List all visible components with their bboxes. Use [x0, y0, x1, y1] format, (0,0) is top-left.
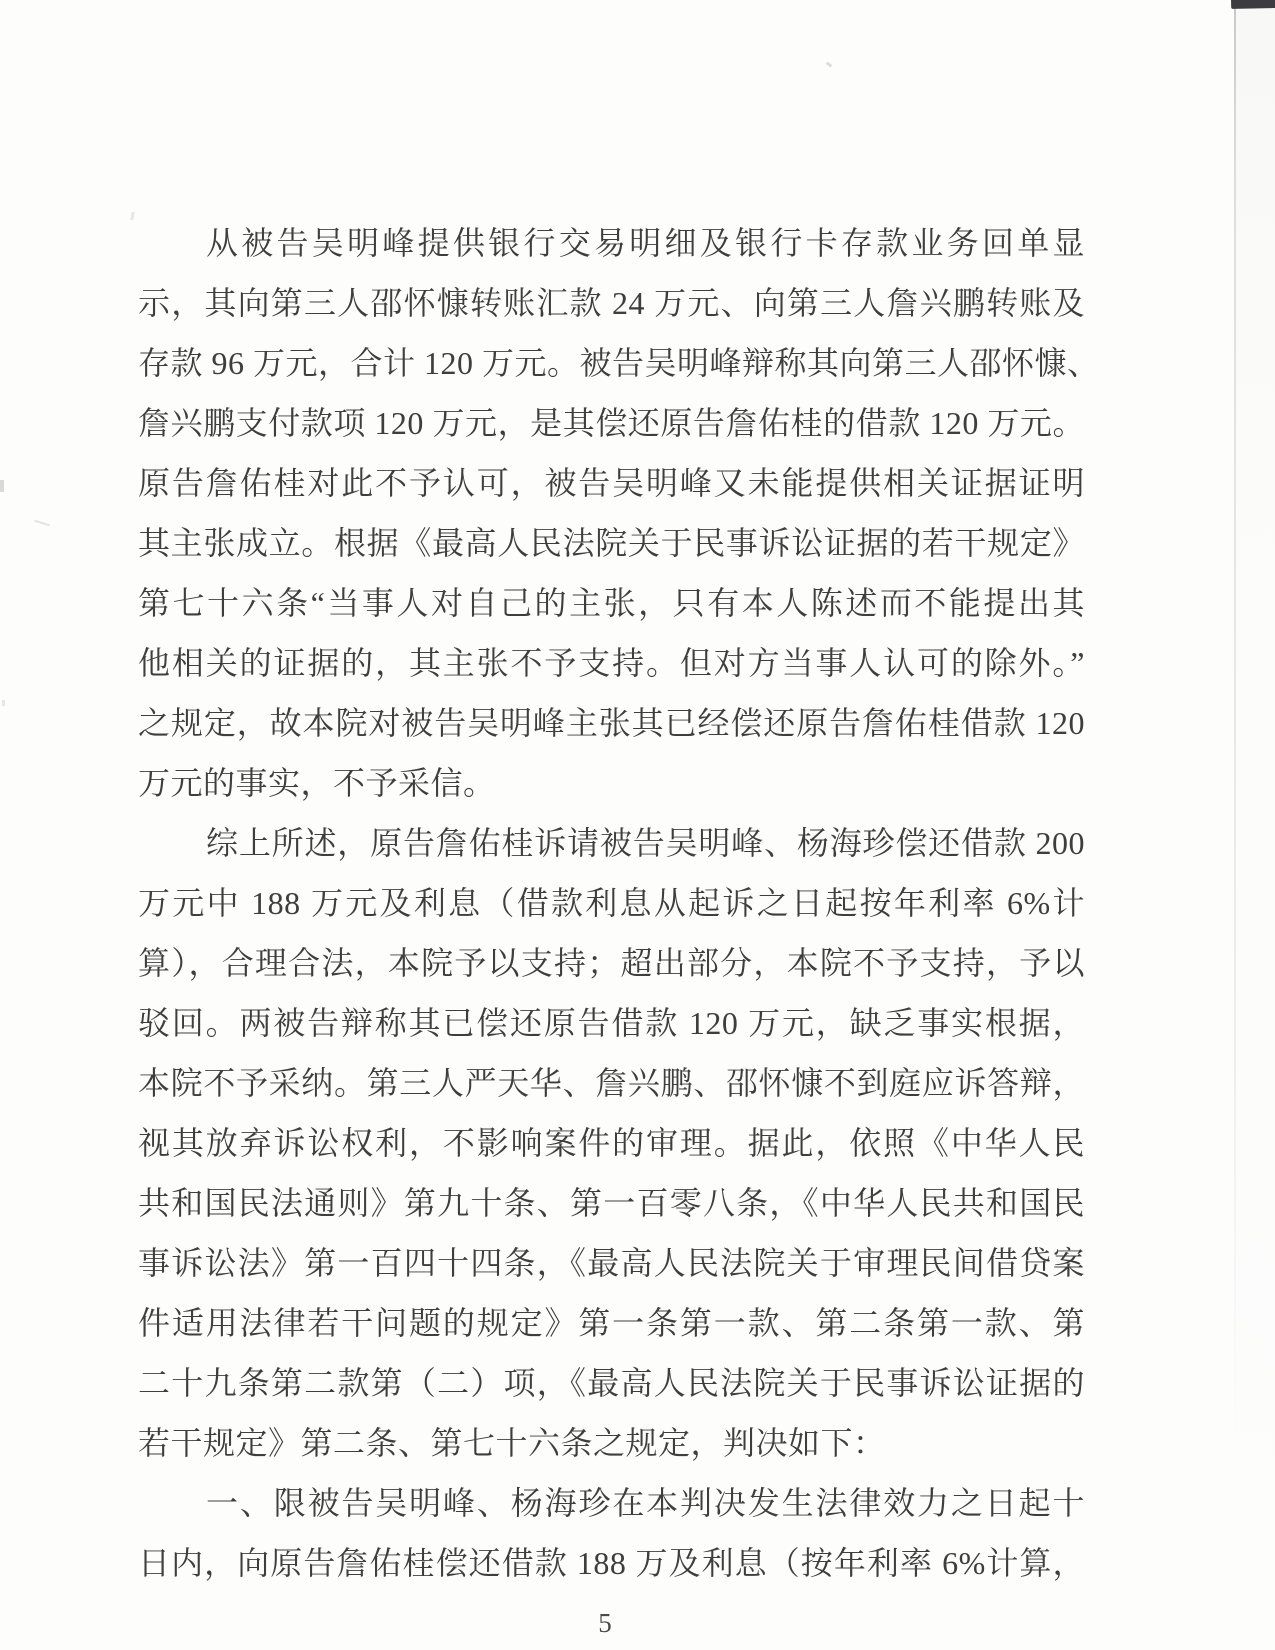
scan-speck — [826, 62, 833, 68]
text-line: 第七十六条“当事人对自己的主张，只有本人陈述而不能提出其 — [138, 585, 1085, 621]
scan-speck — [2, 700, 5, 706]
scan-speck — [0, 480, 4, 492]
text-line: 他相关的证据的，其主张不予支持。但对方当事人认可的除外。” — [138, 645, 1085, 681]
text-line: 事诉讼法》第一百四十四条，《最高人民法院关于审理民间借贷案 — [138, 1245, 1085, 1281]
text-line: 万元中 188 万元及利息（借款利息从起诉之日起按年利率 6%计 — [138, 885, 1085, 921]
scan-paper-edge-area — [1236, 0, 1275, 1650]
text-line: 从被告吴明峰提供银行交易明细及银行卡存款业务回单显 — [206, 225, 1085, 261]
text-line: 件适用法律若干问题的规定》第一条第一款、第二条第一款、第 — [138, 1305, 1085, 1341]
text-line: 詹兴鹏支付款项 120 万元，是其偿还原告詹佑桂的借款 120 万元。 — [138, 405, 1085, 441]
text-line: 本院不予采纳。第三人严天华、詹兴鹏、邵怀慷不到庭应诉答辩， — [138, 1065, 1085, 1101]
text-line: 综上所述，原告詹佑桂诉请被告吴明峰、杨海珍偿还借款 200 — [206, 825, 1085, 861]
text-line: 示，其向第三人邵怀慷转账汇款 24 万元、向第三人詹兴鹏转账及 — [138, 285, 1085, 321]
text-line: 若干规定》第二条、第七十六条之规定，判决如下： — [138, 1425, 886, 1461]
text-line: 视其放弃诉讼权利，不影响案件的审理。据此，依照《中华人民 — [138, 1125, 1085, 1161]
scan-speck — [34, 520, 50, 527]
text-line: 一、限被告吴明峰、杨海珍在本判决发生法律效力之日起十 — [206, 1485, 1085, 1521]
text-line: 万元的事实，不予采信。 — [138, 765, 496, 801]
text-line: 共和国民法通则》第九十条、第一百零八条，《中华人民共和国民 — [138, 1185, 1085, 1221]
text-line: 其主张成立。根据《最高人民法院关于民事诉讼证据的若干规定》 — [138, 525, 1085, 561]
scan-speck — [130, 212, 135, 220]
text-line: 驳回。两被告辩称其已偿还原告借款 120 万元，缺乏事实根据， — [138, 1005, 1085, 1041]
page-number: 5 — [598, 1608, 612, 1638]
text-line: 日内，向原告詹佑桂偿还借款 188 万及利息（按年利率 6%计算， — [138, 1545, 1085, 1581]
scan-corner-mark — [1231, 0, 1275, 9]
text-line: 二十九条第二款第（二）项，《最高人民法院关于民事诉讼证据的 — [138, 1365, 1085, 1401]
text-line: 原告詹佑桂对此不予认可，被告吴明峰又未能提供相关证据证明 — [138, 465, 1085, 501]
text-line: 算），合理合法，本院予以支持；超出部分，本院不予支持，予以 — [138, 945, 1085, 981]
text-line: 存款 96 万元，合计 120 万元。被告吴明峰辩称其向第三人邵怀慷、 — [138, 345, 1100, 381]
judgment-text-block — [138, 213, 1100, 1593]
scan-page-edge-line — [1234, 6, 1236, 1446]
text-line: 之规定，故本院对被告吴明峰主张其已经偿还原告詹佑桂借款 120 — [138, 705, 1085, 741]
